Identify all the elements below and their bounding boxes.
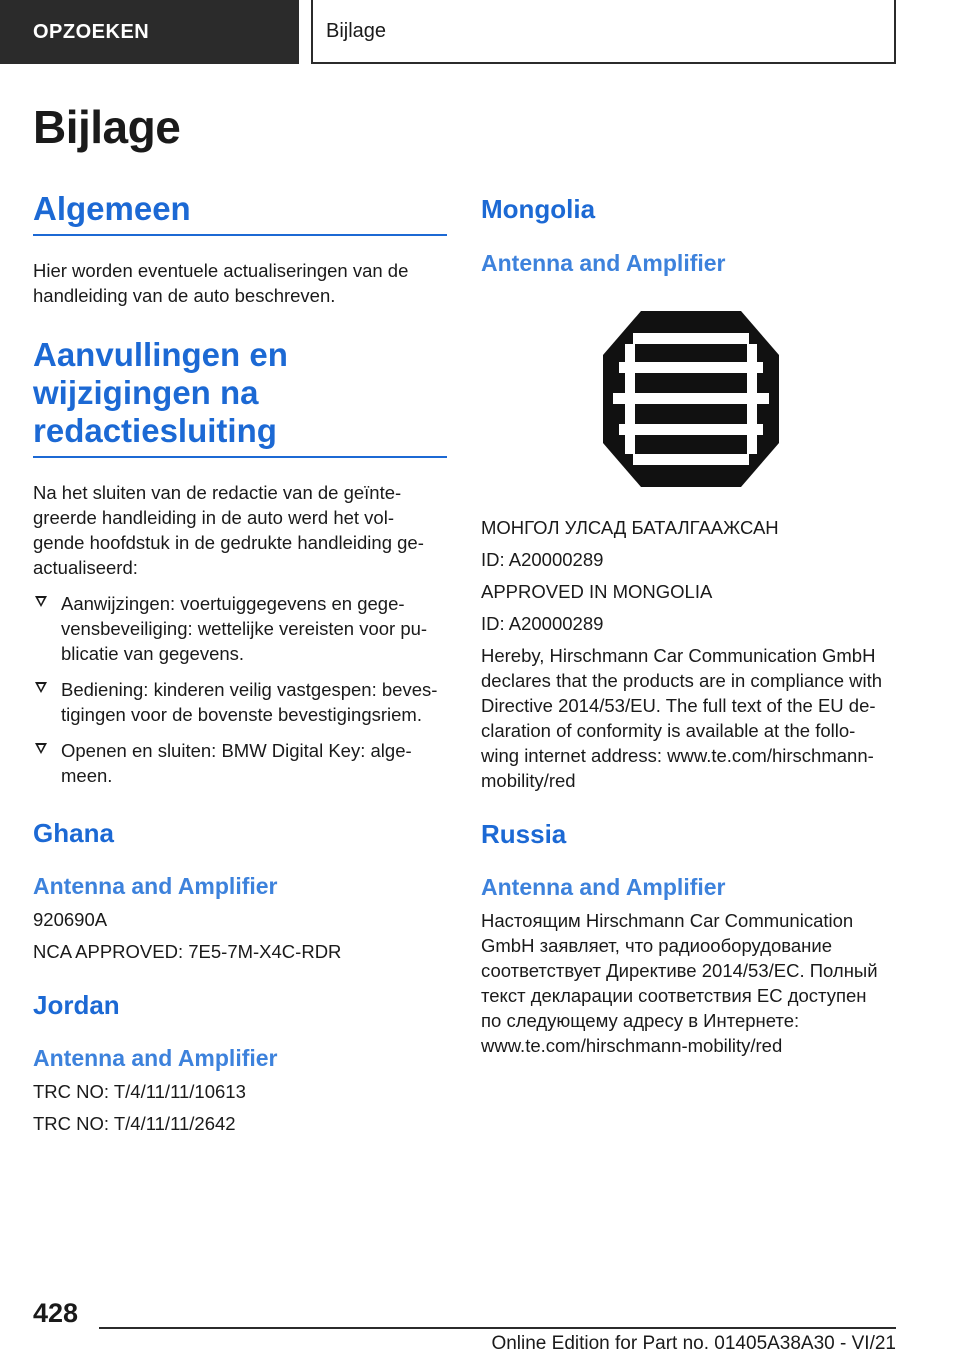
subheading-ghana: Antenna and Amplifier — [33, 873, 278, 899]
country-heading-jordan: Jordan — [33, 990, 120, 1020]
page-title: Bijlage — [33, 101, 181, 153]
footer-divider — [99, 1327, 896, 1329]
mongolia-certification-logo — [481, 307, 901, 491]
section-heading-aanvullingen: Aanvullingen en wijzigingen na redactiesluiting — [33, 336, 447, 458]
subheading-russia: Antenna and Amplifier — [481, 874, 726, 900]
country-heading-russia: Russia — [481, 819, 567, 849]
ghana-line: NCA APPROVED: 7E5-7M-X4C-RDR — [33, 941, 342, 962]
jordan-line: TRC NO: T/4/11/11/2642 — [33, 1113, 236, 1134]
certification-emblem-icon — [599, 307, 783, 491]
section-tab[interactable]: OPZOEKEN — [0, 0, 299, 64]
update-list — [33, 591, 447, 788]
subheading-jordan: Antenna and Amplifier — [33, 1045, 278, 1071]
right-column — [481, 190, 901, 1058]
russia-text: Настоящим Hirschmann Car Communication GmbH заявляет, что радиооборудование соответствует Директиве 2014/53/EC. Полный текст декларации соответствия ЕС доступен по следующему адресу в Интернете: www.te.com/hirschmann-mobility/red — [481, 910, 878, 1056]
algemeen-text: Hier worden eventuele actualiseringen van de handleiding van de auto beschreven. — [33, 260, 409, 306]
aanvullingen-text: Na het sluiten van de redactie van de geïnte- greerde handleiding in de auto werd het vol- gende hoofdstuk in de gedrukte handleiding ge- actualiseerd: — [33, 482, 424, 578]
triangle-bullet-icon — [35, 743, 47, 754]
list-item[interactable]: Openen en sluiten: BMW Digital Key: alge- meen. — [33, 738, 447, 788]
triangle-bullet-icon — [35, 682, 47, 693]
triangle-bullet-icon — [35, 596, 47, 607]
ghana-line: 920690A — [33, 909, 108, 930]
page-number: 428 — [33, 1298, 79, 1328]
left-column — [33, 190, 447, 1136]
country-heading-ghana: Ghana — [33, 818, 114, 848]
chapter-tab[interactable]: Bijlage — [311, 0, 896, 64]
list-item[interactable]: Bediening: kinderen veilig vastgespen: beves- tigingen voor de bovenste bevestigingsriem. — [33, 677, 447, 727]
edition-text: Online Edition for Part no. 01405A38A30 - VI/21 — [491, 1333, 896, 1354]
subheading-mongolia: Antenna and Amplifier — [481, 250, 726, 276]
country-heading-mongolia: Mongolia — [481, 194, 596, 224]
mongolia-declaration: Hereby, Hirschmann Car Communication GmbH declares that the products are in compliance with Directive 2014/53/EU. The full text of the EU de- claration of conformity is available at the follo- wing internet address: www.te.com/hirschmann- mobility/red — [481, 645, 883, 791]
jordan-line: TRC NO: T/4/11/11/10613 — [33, 1081, 246, 1102]
mongolia-text: МОНГОЛ УЛСАД БАТАЛГААЖСАН ID: A20000289 APPROVED IN MONGOLIA ID: A20000289 Hereby, Hirschmann Car Communication GmbH declares that the products are in compliance with Directive 2014/53/EU. The full text of the EU de- claration of conformity is available at the follo- wing internet address: www.te.com/hirschmann- mobility/red — [481, 515, 901, 793]
section-heading-algemeen: Algemeen — [33, 190, 447, 236]
list-item[interactable]: Aanwijzingen: voertuiggegevens en gege- vensbeveiliging: wettelijke vereisten voor pu- blicatie van gegevens. — [33, 591, 447, 666]
